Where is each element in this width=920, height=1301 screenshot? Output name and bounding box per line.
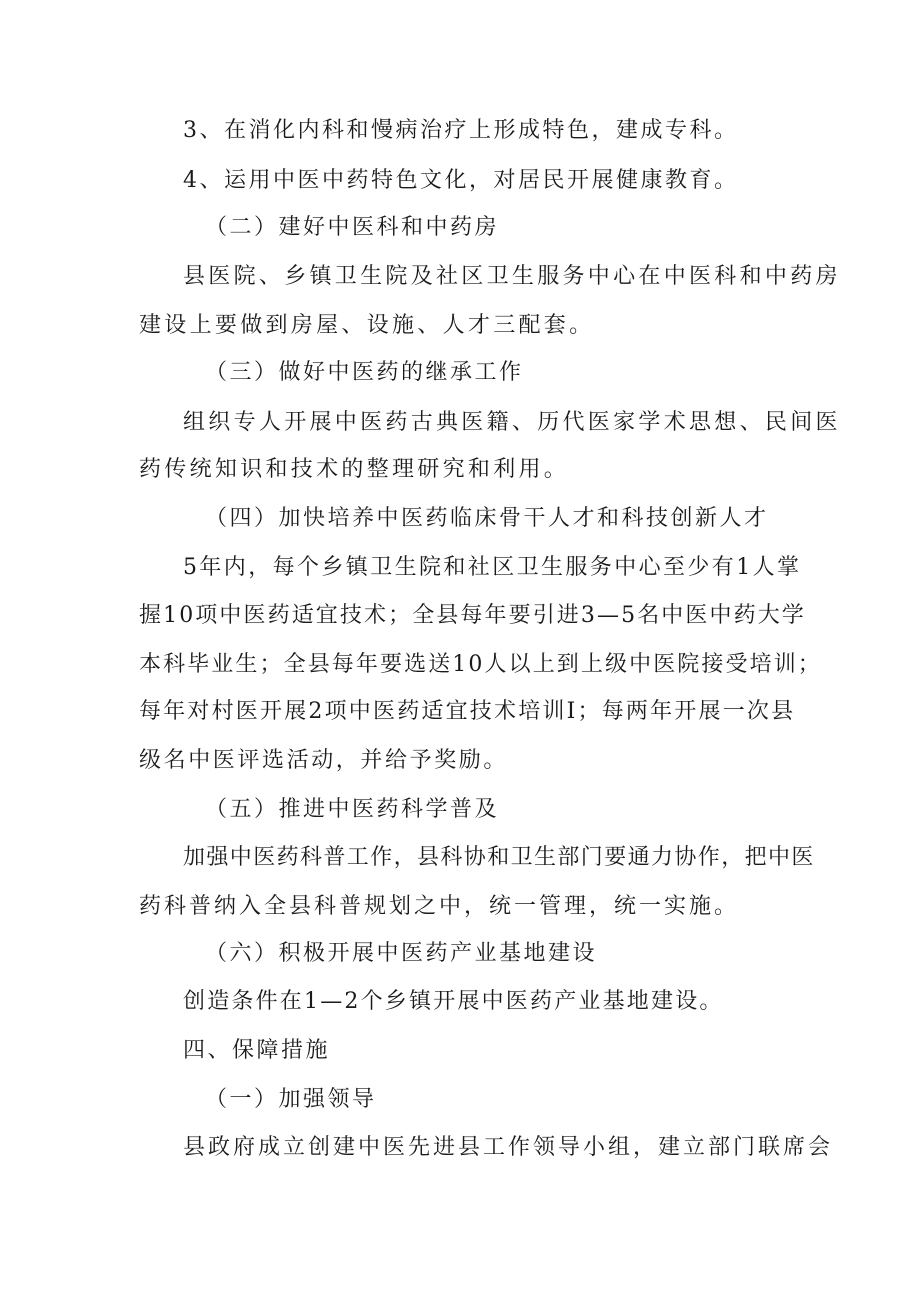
paragraph-5-line-1: 加强中医药科普工作，县科协和卫生部门要通力协作，把中医	[183, 845, 815, 870]
section-heading-4-1: （一）加强领导	[205, 1087, 377, 1112]
paragraph-3-line-1: 组织专人开展中医药古典医籍、历代医家学术思想、民间医	[183, 410, 841, 435]
section-heading-4: （四）加快培养中医药临床骨干人才和科技创新人才	[205, 506, 769, 531]
paragraph-4-line-2: 握10项中医药适宜技术；全县每年要引进3—5名中医中药大学	[139, 603, 806, 628]
section-heading-6: （六）积极开展中医药产业基地建设	[205, 941, 598, 966]
section-heading-2: （二）建好中医科和中药房	[205, 215, 500, 240]
paragraph-4-line-5: 级名中医评选活动，并给予奖励。	[139, 748, 509, 773]
paragraph-4-1-line-1: 县政府成立创建中医先进县工作领导小组，建立部门联席会	[183, 1135, 834, 1160]
paragraph-4-line-3: 本科毕业生；全县每年要选送10人以上到上级中医院接受培训；	[139, 652, 822, 677]
chapter-heading-4: 四、保障措施	[183, 1038, 331, 1063]
paragraph-4-line-4: 每年对村医开展2项中医药适宜技术培训I；每两年开展一次县	[139, 699, 796, 724]
section-heading-3: （三）做好中医药的继承工作	[205, 360, 524, 385]
paragraph-6-line-1: 创造条件在1—2个乡镇开展中医药产业基地建设。	[183, 989, 724, 1014]
paragraph-2-line-2: 建设上要做到房屋、设施、人才三配套。	[139, 313, 595, 338]
paragraph-4-line-1: 5年内，每个乡镇卫生院和社区卫生服务中心至少有1人掌	[183, 555, 802, 580]
paragraph-5-line-2: 药科普纳入全县科普规划之中，统一管理，统一实施。	[139, 894, 740, 919]
list-item-4: 4、运用中医中药特色文化，对居民开展健康教育。	[183, 168, 739, 193]
section-heading-5: （五）推进中医药科学普及	[205, 797, 500, 822]
paragraph-3-line-2: 药传统知识和技术的整理研究和利用。	[139, 457, 570, 482]
paragraph-2-line-1: 县医院、乡镇卫生院及社区卫生服务中心在中医科和中药房	[183, 264, 841, 289]
list-item-3: 3、在消化内科和慢病治疗上形成特色，建成专科。	[183, 118, 739, 143]
